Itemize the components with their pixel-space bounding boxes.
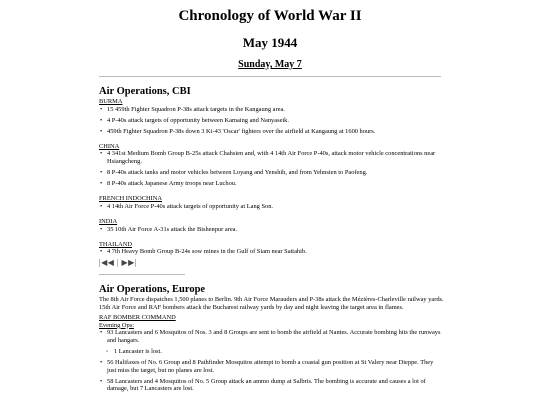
list-item: • 15 459th Fighter Squadron P-38s attack targets in the Kangaung area. [99, 106, 444, 114]
raf-bomber-command-heading: RAF BOMBER COMMAND [99, 314, 176, 322]
next-day-link[interactable]: ▶▶| [121, 258, 137, 268]
list-item: • 8 P-40s attack tanks and motor vehicles between Loyang and Yenshih, and from Yehnsien to Paofeng. [99, 169, 444, 177]
cbi-section [99, 86, 444, 267]
europe-intro: The 8th Air Force dispatches 1,500 planes to Berlin. 9th Air Force Marauders and P-38s attack the Mézières-Charleville railway yards. 15th Air Force and RAF bombers attack the Bucharest railway yards by day and night leaving the target area in flames. [99, 296, 444, 311]
divider [99, 274, 185, 275]
region-heading-china: CHINA [99, 142, 120, 150]
list-item: • 4 P-40s attack targets of opportunity between Kamaing and Nanyaseik. [99, 117, 444, 125]
list-item: • 58 Lancasters and 4 Mosquitos of No. 5 Group attack an ammo dump at Salbris. The bombing is accurate and causes a lot of damage, but 7 Lancasters are lost. [99, 378, 444, 393]
list-item: • 4 7th Heavy Bomb Group B-24s sow mines in the Gulf of Siam near Sattahib. [99, 248, 444, 256]
region-heading-india: INDIA [99, 218, 118, 226]
page-title: Chronology of World War II [178, 8, 362, 24]
list-item: • 8 P-40s attack Japanese Army troops near Luchou. [99, 180, 444, 188]
list-item: • 56 Halifaxes of No. 6 Group and 8 Pathfinder Mosquitos attempt to bomb a coastal gun position at St Valery near Dieppe. They just miss the target, but no planes are lost. [99, 359, 444, 374]
evening-ops-label: Evening Ops: [99, 321, 134, 329]
europe-section [99, 284, 444, 397]
list-item: • 4 341st Medium Bomb Group B-25s attack Chahsien and, with 4 14th Air Force P-40s, attack motor vehicle concentrations near Hsiangcheng. [99, 150, 444, 165]
section-title-cbi: Air Operations, CBI [99, 86, 191, 97]
list-item: ◦ 1 Lancaster is lost. [99, 348, 444, 356]
page-month: May 1944 [242, 35, 298, 50]
page-date: Sunday, May 7 [238, 59, 302, 70]
list-item: • 459th Fighter Squadron P-38s down 3 Ki-43 'Oscar' fighters over the airfield at Kangaung at 1600 hours. [99, 128, 444, 136]
region-heading-french-indochina: FRENCH INDOCHINA [99, 195, 163, 203]
previous-day-link[interactable]: |◀◀ [99, 258, 115, 268]
list-item: • 4 14th Air Force P-40s attack targets of opportunity at Lang Son. [99, 203, 444, 211]
section-title-europe: Air Operations, Europe [99, 284, 206, 295]
region-heading-thailand: THAILAND [99, 240, 133, 248]
region-heading-burma: BURMA [99, 98, 123, 105]
nav-separator: | [116, 258, 120, 268]
list-item: • 93 Lancasters and 6 Mosquitos of Nos. 3 and 8 Groups are sent to bomb the airfield at Nantes. Accurate bombing hits the runways and hangars. [99, 329, 444, 344]
list-item: • 35 10th Air Force A-31s attack the Bishenpur area. [99, 226, 444, 234]
nav-bar [99, 259, 444, 267]
divider [99, 76, 441, 77]
